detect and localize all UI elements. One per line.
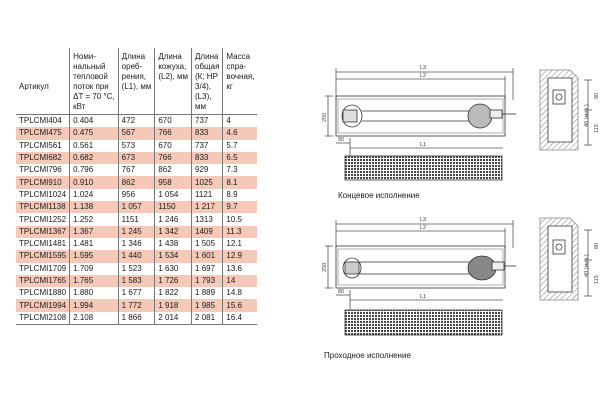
top-dim-l3: L3 <box>420 65 427 71</box>
table-cell: 737 <box>192 115 223 128</box>
bottom-dim-side-bottom: 115 <box>594 275 600 284</box>
pass-through-version-drawing <box>325 218 592 335</box>
table-cell: 1.595 <box>70 250 119 262</box>
table-cell: 862 <box>155 164 192 176</box>
table-cell: 4.6 <box>223 127 258 139</box>
table-cell: 13.6 <box>223 263 258 275</box>
table-cell: 958 <box>155 176 192 188</box>
table-cell: 670 <box>155 115 192 128</box>
bottom-dim-side-top: 80 <box>594 242 600 249</box>
bottom-caption: Проходное исполнение <box>324 351 411 360</box>
table-cell: TPLCMI796 <box>19 165 62 175</box>
table-cell: 472 <box>118 115 155 128</box>
table-cell: 737 <box>192 140 223 152</box>
table-cell: 1.024 <box>70 189 119 201</box>
table-cell: 567 <box>118 127 155 139</box>
table-cell: 1 440 <box>118 250 155 262</box>
top-dim-l1: L1 <box>420 142 427 148</box>
table-cell: 7.3 <box>223 164 258 176</box>
table-cell: 1409 <box>192 226 223 238</box>
table-cell: 2.108 <box>70 312 119 325</box>
table-cell: 0.475 <box>70 127 119 139</box>
table-cell: 1150 <box>155 201 192 213</box>
top-dim-side-bottom: 115 <box>594 124 600 133</box>
table-cell: 1 057 <box>118 201 155 213</box>
table-cell: 1 342 <box>155 226 192 238</box>
top-dim-side-top: 80 <box>594 92 600 99</box>
table-cell: TPLCMI1367 <box>16 226 70 238</box>
table-cell: 12.1 <box>223 238 258 250</box>
column-header: Длина ореб- рения, (L1), мм <box>118 48 155 115</box>
table-cell: 673 <box>118 152 155 164</box>
top-dim-left: 90 <box>338 137 345 143</box>
table-cell: 1.765 <box>70 275 119 287</box>
table-cell: 12.9 <box>223 250 258 262</box>
table-cell: 6.5 <box>223 152 258 164</box>
table-cell: 573 <box>118 140 155 152</box>
table-cell: 0.910 <box>70 176 119 188</box>
table-cell: 1 246 <box>155 213 192 225</box>
table-cell: 767 <box>118 164 155 176</box>
table-cell: TPLCMI1880 <box>19 288 67 298</box>
table-cell: 1.994 <box>70 299 119 311</box>
table-cell: TPLCMI1252 <box>19 214 67 224</box>
bottom-dim-l2: L2 <box>420 225 427 231</box>
table-cell: 766 <box>155 127 192 139</box>
table-cell: 1 822 <box>155 287 192 299</box>
table-cell: 1 054 <box>155 189 192 201</box>
table-cell: 9.7 <box>223 201 258 213</box>
table-cell: 5.7 <box>223 140 258 152</box>
table-cell: 766 <box>155 152 192 164</box>
table-cell: 1 772 <box>118 299 155 311</box>
table-cell: 1.709 <box>70 263 119 275</box>
table-cell: TPLCMI404 <box>19 116 62 126</box>
table-cell: 1 583 <box>118 275 155 287</box>
table-cell: 8.9 <box>223 189 258 201</box>
bottom-dim-side-height: 40 (мин.) <box>584 254 590 277</box>
table-cell: TPLCMI475 <box>16 127 70 139</box>
table-cell: 670 <box>155 140 192 152</box>
top-dim-height: 250 <box>322 112 328 122</box>
table-cell: 14.8 <box>223 287 258 299</box>
top-dim-side-height: 40 (мин.) <box>584 104 590 127</box>
table-cell: 1.252 <box>70 213 119 225</box>
table-cell: 1 866 <box>118 312 155 325</box>
table-cell: 1.880 <box>70 287 119 299</box>
bottom-dim-left: 80 <box>338 289 345 295</box>
table-cell: TPLCMI1994 <box>16 299 70 311</box>
table-cell: 1151 <box>118 213 155 225</box>
table-cell: 1 217 <box>192 201 223 213</box>
table-cell: 16.4 <box>223 312 258 325</box>
table-cell: 14 <box>223 275 258 287</box>
table-cell: 1 346 <box>118 238 155 250</box>
table-cell: 1.138 <box>70 201 119 213</box>
table-cell: 833 <box>192 127 223 139</box>
table-cell: 1 677 <box>118 287 155 299</box>
table-cell: 11.3 <box>223 226 258 238</box>
table-cell: 0.561 <box>70 140 119 152</box>
column-header: Артикул <box>19 82 49 91</box>
table-cell: 1025 <box>192 176 223 188</box>
table-cell: TPLCMI561 <box>19 140 62 150</box>
table-cell: 1 245 <box>118 226 155 238</box>
table-cell: 1 505 <box>192 238 223 250</box>
column-header: Масса спра- вочная, кг <box>223 48 258 115</box>
bottom-dim-l1: L1 <box>420 294 427 300</box>
table-cell: 929 <box>192 164 223 176</box>
table-cell: 1 793 <box>192 275 223 287</box>
table-cell: 1 630 <box>155 263 192 275</box>
table-cell: 2 081 <box>192 312 223 325</box>
table-cell: TPLCMI1765 <box>16 275 70 287</box>
table-cell: 1.367 <box>70 226 119 238</box>
table-cell: 956 <box>118 189 155 201</box>
table-cell: 0.404 <box>70 115 119 128</box>
table-cell: 10.5 <box>223 213 258 225</box>
column-header: Длина общая (К; НР 3/4), (L3), мм <box>192 48 223 115</box>
table-cell: 1 889 <box>192 287 223 299</box>
table-cell: 4 <box>223 115 258 128</box>
bottom-dim-l3: L3 <box>420 217 427 223</box>
table-cell: TPLCMI1709 <box>19 263 67 273</box>
top-dim-l2: L2 <box>420 73 427 79</box>
table-cell: 862 <box>118 176 155 188</box>
table-cell: TPLCMI682 <box>16 152 70 164</box>
table-cell: 1313 <box>192 213 223 225</box>
table-cell: 833 <box>192 152 223 164</box>
table-cell: 1 726 <box>155 275 192 287</box>
table-cell: 1 523 <box>118 263 155 275</box>
table-cell: 1 918 <box>155 299 192 311</box>
table-cell: TPLCMI1024 <box>19 189 67 199</box>
table-cell: TPLCMI1595 <box>16 250 70 262</box>
table-cell: 0.682 <box>70 152 119 164</box>
table-cell: TPLCMI1481 <box>19 239 67 249</box>
table-cell: 1 438 <box>155 238 192 250</box>
table-cell: 1 534 <box>155 250 192 262</box>
table-cell: TPLCMI910 <box>16 176 70 188</box>
table-cell: 15.6 <box>223 299 258 311</box>
end-version-drawing <box>325 68 592 180</box>
table-cell: 2 014 <box>155 312 192 325</box>
table-cell: 1 985 <box>192 299 223 311</box>
column-header: Длина кожуха, (L2), мм <box>155 48 192 115</box>
table-cell: TPLCMI1138 <box>16 201 70 213</box>
table-cell: 0.796 <box>70 164 119 176</box>
top-caption: Концевое исполнение <box>338 191 420 200</box>
table-cell: 1 601 <box>192 250 223 262</box>
table-cell: 1.481 <box>70 238 119 250</box>
table-cell: 8.1 <box>223 176 258 188</box>
table-cell: 1121 <box>192 189 223 201</box>
bottom-dim-height: 250 <box>322 262 328 272</box>
column-header: Номи- нальный тепловой поток при ΔT = 70 °С, кВт <box>70 48 119 115</box>
table-cell: TPLCMI2108 <box>16 312 70 325</box>
table-cell: 1 697 <box>192 263 223 275</box>
